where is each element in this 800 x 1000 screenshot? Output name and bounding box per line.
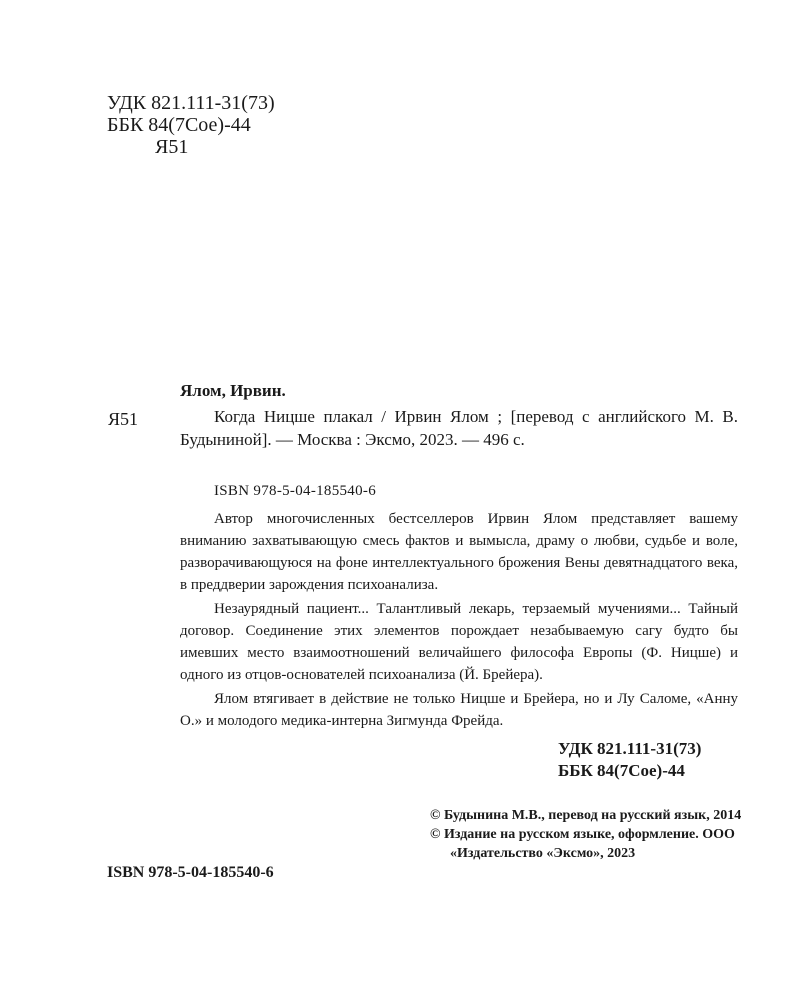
annotation-paragraph: Ялом втягивает в действие не только Ницше и Брейера, но и Лу Саломе, «Анну О.» и молодого медика-интерна Зигмунда Фрейда. [180,691,738,729]
top-classification-codes [107,92,275,158]
annotation-paragraph: Незаурядный пациент... Талантливый лекарь, терзаемый мучениями... Тайный договор. Соединение этих элементов порождает незабываемую сагу будто бы имевших место взаимоотношений величайшего философа Европы (Ф. Ницше) и одного из отцов-основателей психоанализа (Й. Брейера). [180,601,738,683]
annotation [180,508,738,734]
udk-code: УДК 821.111-31(73) [107,92,275,114]
annotation-paragraph: Автор многочисленных бестселлеров Ирвин Ялом представляет вашему вниманию захватывающую смесь фактов и вымысла, драму о любви, судьбе и воле, разворачивающуюся на фоне интеллектуального брожения Вены девятнадцатого века, в преддверии зарождения психоанализа. [180,511,738,593]
author-heading: Ялом, Ирвин. [180,381,286,400]
copyright-translation: © Будынина М.В., перевод на русский язык, 2014 [430,808,742,823]
copyright-block [430,806,750,863]
title-statement [180,405,738,451]
copyright-edition: © Издание на русском языке, оформление. ООО «Издательство «Эксмо», 2023 [430,827,735,861]
author-sign: Я51 [155,136,189,158]
isbn-bottom: ISBN 978-5-04-185540-6 [107,864,274,881]
record-isbn: ISBN 978-5-04-185540-6 [214,483,377,499]
udk-code-bottom: УДК 821.111-31(73) [558,739,702,758]
bottom-classification-codes [558,738,701,782]
bbk-code: ББК 84(7Сое)-44 [107,114,251,136]
author-sign-margin: Я51 [108,409,139,429]
bbk-code-bottom: ББК 84(7Сое)-44 [558,761,685,780]
title-statement-text: Когда Ницше плакал / Ирвин Ялом ; [перевод с английского М. В. Будыниной]. — Москва : Эксмо, 2023. — 496 с. [180,407,738,449]
